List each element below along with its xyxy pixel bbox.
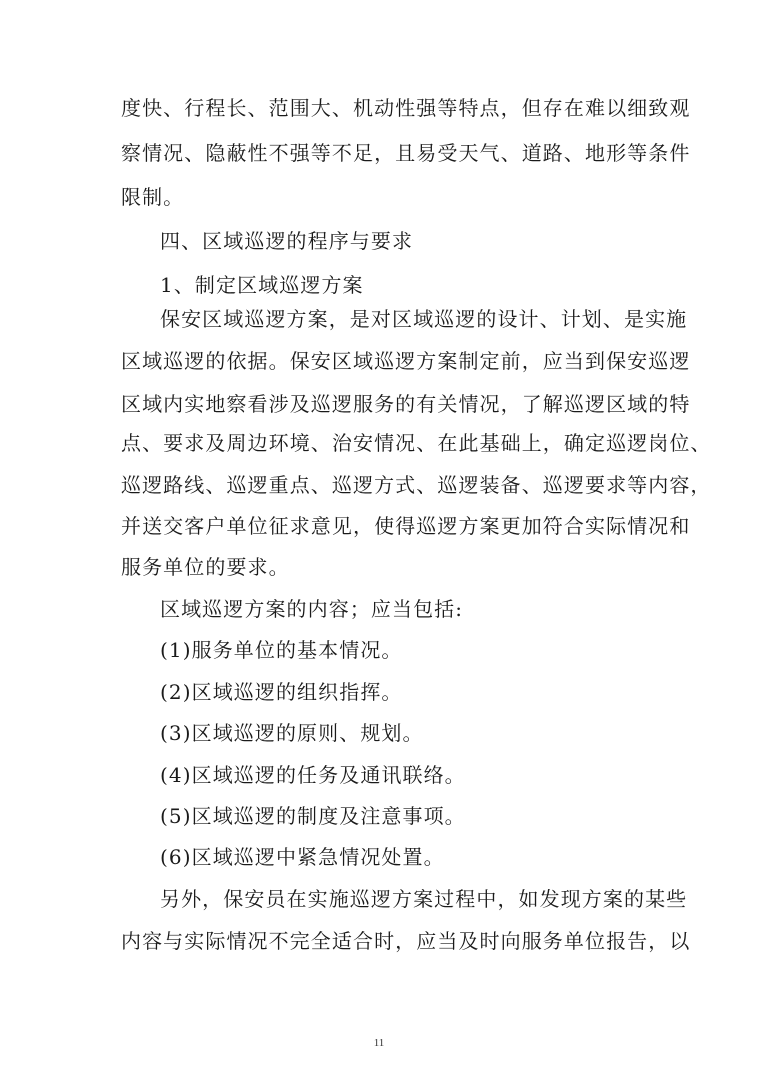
text-line-21: 内容与实际情况不完全适合时，应当及时向服务单位报告，以 bbox=[121, 929, 691, 953]
list-item-5: (5)区域巡逻的制度及注意事项。 bbox=[160, 804, 466, 828]
page-number: 11 bbox=[373, 1037, 385, 1049]
text-line-6: 保安区域巡逻方案，是对区域巡逻的设计、计划、是实施 bbox=[160, 307, 688, 331]
text-line-8: 区域内实地察看涉及巡逻服务的有关情况，了解巡逻区域的特 bbox=[121, 392, 691, 416]
list-item-6: (6)区域巡逻中紧急情况处置。 bbox=[160, 845, 445, 869]
list-item-1: (1)服务单位的基本情况。 bbox=[160, 638, 403, 662]
text-line-12: 服务单位的要求。 bbox=[121, 555, 290, 579]
text-line-3: 限制。 bbox=[121, 185, 185, 209]
text-line-1: 度快、行程长、范围大、机动性强等特点，但存在难以细致观 bbox=[121, 96, 691, 120]
text-line-9: 点、要求及周边环境、治安情况、在此基础上，确定巡逻岗位、 bbox=[121, 431, 712, 455]
text-line-2: 察情况、隐蔽性不强等不足，且易受天气、道路、地形等条件 bbox=[121, 141, 691, 165]
list-item-4: (4)区域巡逻的任务及通讯联络。 bbox=[160, 763, 466, 787]
text-line-11: 并送交客户单位征求意见，使得巡逻方案更加符合实际情况和 bbox=[121, 514, 691, 538]
list-item-2: (2)区域巡逻的组织指挥。 bbox=[160, 680, 403, 704]
list-intro: 区域巡逻方案的内容；应当包括: bbox=[160, 597, 464, 621]
list-item-3: (3)区域巡逻的原则、规划。 bbox=[160, 721, 424, 745]
text-line-20: 另外，保安员在实施巡逻方案过程中，如发现方案的某些 bbox=[160, 887, 688, 911]
text-line-7: 区域巡逻的依据。保安区域巡逻方案制定前，应当到保安巡逻 bbox=[121, 349, 691, 373]
subsection-heading: 1、制定区域巡逻方案 bbox=[160, 273, 364, 297]
text-line-10: 巡逻路线、巡逻重点、巡逻方式、巡逻装备、巡逻要求等内容， bbox=[121, 473, 712, 497]
section-heading: 四、区域巡逻的程序与要求 bbox=[160, 229, 414, 253]
